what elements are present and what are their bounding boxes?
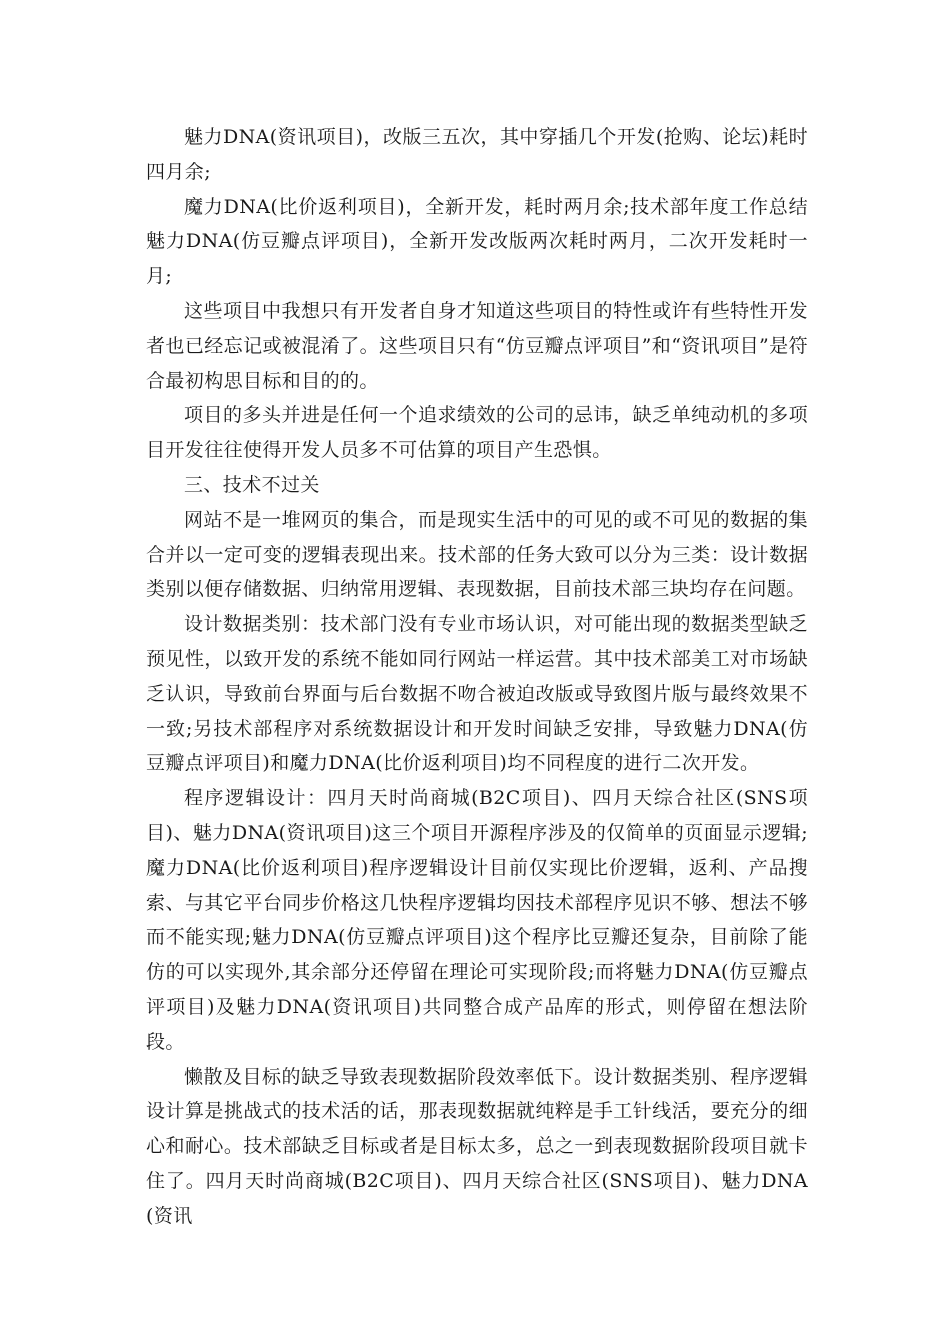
section-heading-tech: 三、技术不过关 [184, 473, 320, 496]
paragraph-project-traits: 这些项目中我想只有开发者自身才知道这些项目的特性或许有些特性开发者也已经忘记或被混淆了。这些项目只有“仿豆瓣点评项目”和“资讯项目”是符合最初构思目标和目的的。 [146, 299, 808, 392]
paragraph-efficiency: 懒散及目标的缺乏导致表现数据阶段效率低下。设计数据类别、程序逻辑设计算是挑战式的技术活的话，那表现数据就纯粹是手工针线活，要充分的细心和耐心。技术部缺乏目标或者是目标太多，总之一到表现数据阶段项目就卡住了。四月天时尚商城(B2C项目)、四月天综合社区(SNS项目)、魅力DNA(资讯 [146, 1065, 808, 1227]
paragraph-logic-design: 程序逻辑设计：四月天时尚商城(B2C项目)、四月天综合社区(SNS项目)、魅力DNA(资讯项目)这三个项目开源程序涉及的仅简单的页面显示逻辑;魔力DNA(比价返利项目)程序逻辑设计目前仅实现比价逻辑，返利、产品搜索、与其它平台同步价格这几快程序逻辑均因技术部程序见识不够、想法不够而不能实现;魅力DNA(仿豆瓣点评项目)这个程序比豆瓣还复杂，目前除了能仿的可以实现外,其余部分还停留在理论可实现阶段;而将魅力DNA(仿豆瓣点评项目)及魅力DNA(资讯项目)共同整合成产品库的形式，则停留在想法阶段。 [146, 787, 808, 1053]
paragraph-data-design: 设计数据类别：技术部门没有专业市场认识，对可能出现的数据类型缺乏预见性，以致开发的系统不能如同行网站一样运营。其中技术部美工对市场缺乏认识，导致前台界面与后台数据不吻合被迫改版或导致图片版与最终效果不一致;另技术部程序对系统数据设计和开发时间缺乏安排，导致魅力DNA(仿豆瓣点评项目)和魔力DNA(比价返利项目)均不同程度的进行二次开发。 [146, 613, 808, 775]
paragraph-multi-project: 项目的多头并进是任何一个追求绩效的公司的忌讳，缺乏单纯动机的多项目开发往往使得开发人员多不可估算的项目产生恐惧。 [146, 404, 808, 462]
paragraph-website-data: 网站不是一堆网页的集合，而是现实生活中的可见的或不可见的数据的集合并以一定可变的逻辑表现出来。技术部的任务大致可以分为三类：设计数据类别以便存储数据、归纳常用逻辑、表现数据，目前技术部三块均存在问题。 [146, 508, 808, 601]
paragraph-meili-zixun: 魅力DNA(资讯项目)，改版三五次，其中穿插几个开发(抢购、论坛)耗时四月余; [146, 126, 808, 183]
paragraph-moli-bijia: 魔力DNA(比价返利项目)，全新开发，耗时两月余;技术部年度工作总结魅力DNA(仿豆瓣点评项目)，全新开发改版两次耗时两月，二次开发耗时一月; [146, 195, 808, 288]
document-body [146, 120, 808, 1234]
